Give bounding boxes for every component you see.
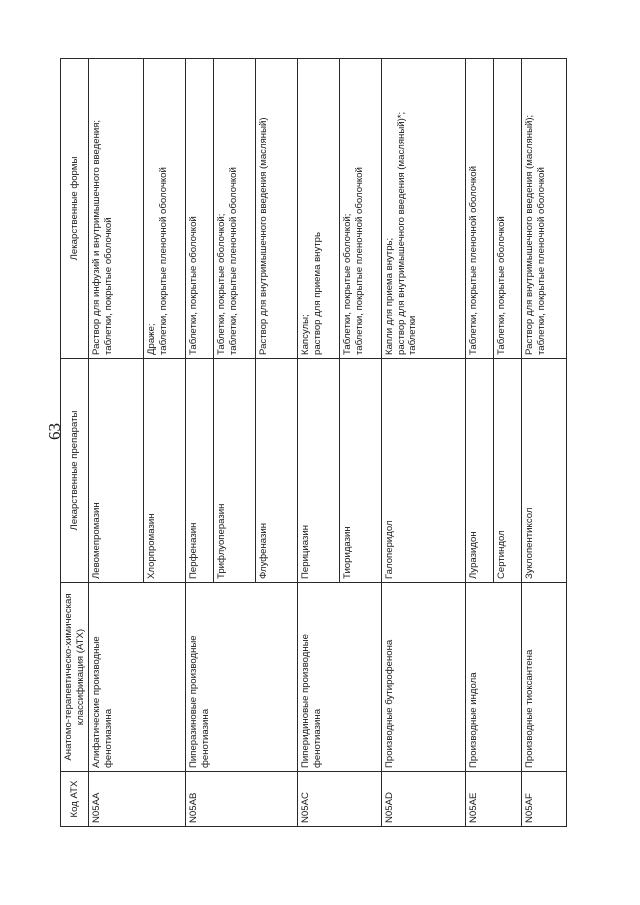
- dosage-form: Раствор для внутримышечного введения (масляный): [258, 117, 269, 355]
- drug-table-sheet: [60, 59, 558, 827]
- table-header-row: [61, 59, 89, 827]
- atc-class-cell: Производные тиоксантена: [522, 583, 567, 772]
- dosage-form: раствор для внутримышечного введения (масляный)*;: [395, 111, 407, 355]
- dosage-forms-cell: [256, 59, 298, 359]
- dosage-form: таблетки, покрытые оболочкой: [102, 217, 114, 355]
- dosage-forms-cell: [214, 59, 256, 359]
- drug-name-cell: Галоперидол: [382, 359, 466, 583]
- header-classification: Анатомо-терапевтическо-химическая классификация (АТХ): [61, 583, 89, 772]
- dosage-form: таблетки: [407, 315, 418, 355]
- dosage-form: таблетки, покрытые пленочной оболочкой: [227, 167, 239, 355]
- dosage-forms-cell: [466, 59, 494, 359]
- atc-code-cell: N05AA: [89, 772, 186, 827]
- atc-code-cell: N05AC: [298, 772, 382, 827]
- dosage-form: Таблетки, покрытые оболочкой;: [216, 213, 227, 355]
- table-row: [186, 59, 214, 827]
- dosage-forms-cell: [340, 59, 382, 359]
- drug-name-cell: Хлорпромазин: [144, 359, 186, 583]
- page-number: 63: [45, 423, 64, 440]
- atc-code-cell: N05AB: [186, 772, 298, 827]
- atc-class-cell: Пиперидиновые производные фенотиазина: [298, 583, 382, 772]
- drug-name-cell: Трифлуоперазин: [214, 359, 256, 583]
- dosage-form: таблетки, покрытые пленочной оболочкой: [535, 167, 547, 355]
- drug-name-cell: Перфеназин: [186, 359, 214, 583]
- dosage-forms-cell: [382, 59, 466, 359]
- atc-class-cell: Производные индола: [466, 583, 522, 772]
- drug-name-cell: Левомепромазин: [89, 359, 144, 583]
- dosage-forms-cell: [89, 59, 144, 359]
- dosage-forms-cell: [494, 59, 522, 359]
- header-drugs: Лекарственные препараты: [61, 359, 89, 583]
- dosage-form: Драже;: [146, 323, 157, 355]
- table-row: [89, 59, 144, 827]
- dosage-form: Таблетки, покрытые оболочкой: [188, 216, 199, 355]
- table-row: [466, 59, 494, 827]
- drug-name-cell: Перициазин: [298, 359, 340, 583]
- atc-class-cell: Алифатические производные фенотиазина: [89, 583, 186, 772]
- drug-name-cell: Сертиндол: [494, 359, 522, 583]
- atc-code-cell: N05AE: [466, 772, 522, 827]
- dosage-form: раствор для приема внутрь: [311, 232, 323, 355]
- dosage-form: Таблетки, покрытые оболочкой;: [342, 213, 353, 355]
- dosage-forms-cell: [144, 59, 186, 359]
- dosage-forms-cell: [186, 59, 214, 359]
- dosage-forms-cell: [522, 59, 567, 359]
- dosage-form: Раствор для инфузий и внутримышечного введения;: [91, 119, 102, 355]
- atc-class-cell: Производные бутирофенона: [382, 583, 466, 772]
- dosage-form: Таблетки, покрытые оболочкой: [496, 216, 507, 355]
- header-code: Код АТХ: [61, 772, 89, 827]
- dosage-form: Капсулы;: [300, 314, 311, 355]
- dosage-form: таблетки, покрытые пленочной оболочкой: [157, 167, 169, 355]
- dosage-form: Раствор для внутримышечного введения (масляный);: [524, 114, 535, 355]
- drug-table: [60, 58, 567, 827]
- atc-code-cell: N05AF: [522, 772, 567, 827]
- header-forms: Лекарственные формы: [61, 59, 89, 359]
- drug-name-cell: Тиоридазин: [340, 359, 382, 583]
- dosage-form: Капли для приема внутрь;: [384, 237, 395, 355]
- dosage-forms-cell: [298, 59, 340, 359]
- table-row: [522, 59, 567, 827]
- table-row: [298, 59, 340, 827]
- dosage-form: таблетки, покрытые пленочной оболочкой: [353, 167, 365, 355]
- table-row: [382, 59, 466, 827]
- dosage-form: Таблетки, покрытые пленочной оболочкой: [468, 166, 479, 355]
- drug-name-cell: Флуфеназин: [256, 359, 298, 583]
- drug-name-cell: Зуклопентиксол: [522, 359, 567, 583]
- drug-name-cell: Луразидон: [466, 359, 494, 583]
- atc-code-cell: N05AD: [382, 772, 466, 827]
- atc-class-cell: Пиперазиновые производные фенотиазина: [186, 583, 298, 772]
